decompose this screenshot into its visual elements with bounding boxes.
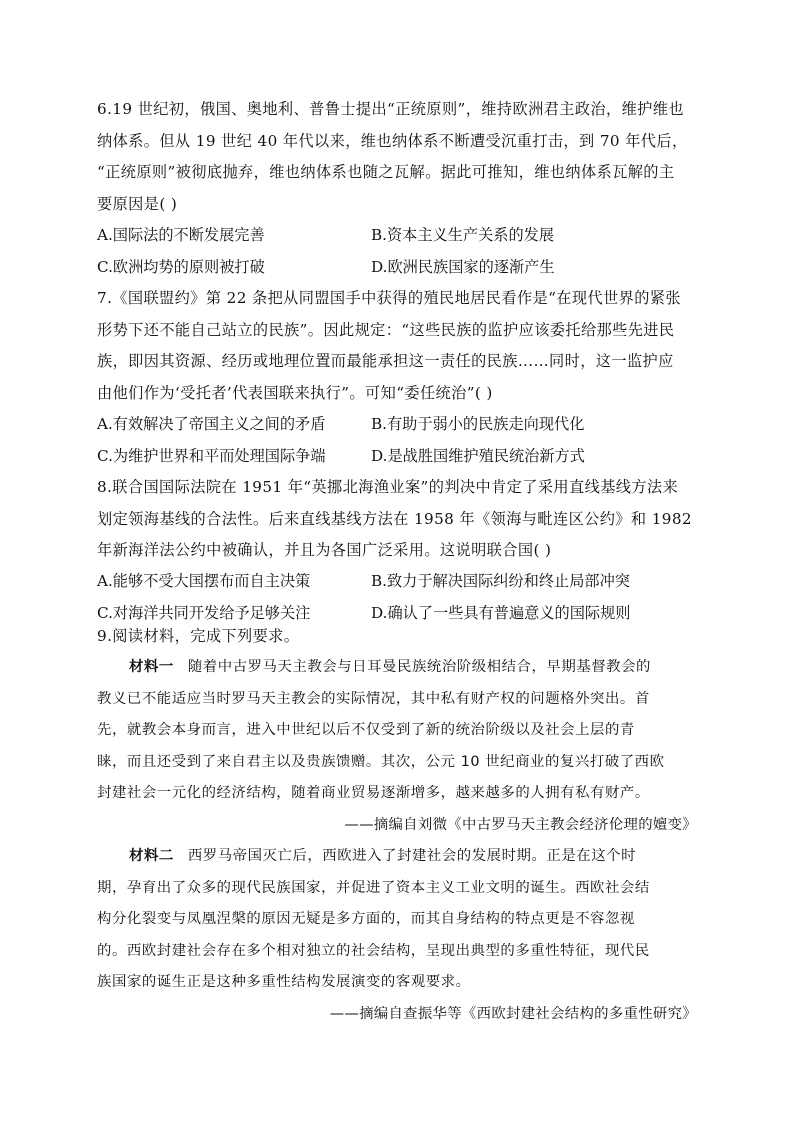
q8-line-2: 划定领海基线的合法性。后来直线基线方法在 1958 年《领海与毗连区公约》和 1982 <box>97 509 692 528</box>
q7-option-a[interactable]: A.有效解决了帝国主义之间的矛盾 <box>97 415 326 433</box>
q6-option-b[interactable]: B.资本主义生产关系的发展 <box>371 226 555 244</box>
question-8 <box>97 472 702 567</box>
q7-line-4: 由他们作为‘受托者’代表国联来执行”。可知“委任统治”( ) <box>97 383 493 402</box>
q8-option-a[interactable]: A.能够不受大国摆布而自主决策 <box>97 572 311 590</box>
material-1-line-2: 教义已不能适应当时罗马天主教会的实际情况，其中私有财产权的问题格外突出。首 <box>97 690 650 707</box>
question-7 <box>97 283 702 409</box>
q6-option-a[interactable]: A.国际法的不断发展完善 <box>97 226 265 244</box>
q8-options <box>97 566 702 629</box>
question-6 <box>97 94 702 220</box>
q6-option-d[interactable]: D.欧洲民族国家的逐渐产生 <box>371 257 555 276</box>
material-2-line-2: 期，孕育出了众多的现代民族国家，并促进了资本主义工业文明的诞生。西欧社会结 <box>97 879 650 896</box>
material-2 <box>97 841 697 1030</box>
material-2-line-4: 的。西欧封建社会存在多个相对独立的社会结构，呈现出典型的多重性特征，现代民 <box>97 942 650 959</box>
q8-line-1: 8.联合国国际法院在 1951 年“英挪北海渔业案”的判决中肯定了采用直线基线方法来 <box>97 478 679 496</box>
q6-option-c[interactable]: C.欧洲均势的原则被打破 <box>97 257 265 276</box>
q7-line-2: 形势下还不能自己站立的民族”。因此规定：“这些民族的监护应该委托给那些先进民 <box>97 320 675 339</box>
q9-prompt: 9.阅读材料，完成下列要求。 <box>97 627 300 645</box>
q8-option-d[interactable]: D.确认了一些具有普遍意义的国际规则 <box>371 603 631 622</box>
q7-line-1: 7.《国联盟约》第 22 条把从同盟国手中获得的殖民地居民看作是“在现代世界的紧张 <box>97 289 682 307</box>
q8-option-c[interactable]: C.对海洋共同开发给予足够关注 <box>97 603 311 622</box>
material-2-line-5: 族国家的诞生正是这种多重性结构发展演变的客观要求。 <box>97 974 471 990</box>
q6-line-4: 要原因是( ) <box>97 194 178 213</box>
material-2-label: 材料二 <box>129 848 174 864</box>
q7-option-d[interactable]: D.是战胜国维护殖民统治新方式 <box>371 446 585 465</box>
q7-line-3: 族，即因其资源、经历或地理位置而最能承担这一责任的民族……同时，这一监护应 <box>97 352 674 370</box>
q8-line-3: 年新海洋法公约中被确认，并且为各国广泛采用。这说明联合国( ) <box>97 541 552 559</box>
q7-option-c[interactable]: C.为维护世界和平而处理国际争端 <box>97 446 326 465</box>
material-2-source: ——摘编自查振华等《西欧封建社会结构的多重性研究》 <box>329 1005 697 1022</box>
q8-option-b[interactable]: B.致力于解决国际纠纷和终止局部冲突 <box>371 572 630 590</box>
material-2-line-3: 构分化裂变与凤凰涅槃的原因无疑是多方面的，而其自身结构的特点更是不容忽视 <box>97 911 635 927</box>
material-1-line-1: 随着中古罗马天主教会与日耳曼民族统治阶级相结合，早期基督教会的 <box>187 659 651 675</box>
material-1-label: 材料一 <box>129 659 174 675</box>
q7-options <box>97 409 702 472</box>
material-1-line-3: 先，就教会本身而言，进入中世纪以后不仅受到了新的统治阶级以及社会上层的青 <box>97 722 635 738</box>
material-2-line-1: 西罗马帝国灭亡后，西欧进入了封建社会的发展时期。正是在这个时 <box>187 848 637 864</box>
material-1-source: ——摘编自刘微《中古罗马天主教会经济伦理的嬗变》 <box>344 816 697 833</box>
material-1-line-5: 封建社会一元化的经济结构，随着商业贸易逐渐增多，越来越多的人拥有私有财产。 <box>97 785 650 801</box>
material-1 <box>97 652 697 841</box>
q6-options <box>97 220 702 283</box>
q7-option-b[interactable]: B.有助于弱小的民族走向现代化 <box>371 415 585 433</box>
q6-line-2: 纳体系。但从 19 世纪 40 年代以来，维也纳体系不断遭受沉重打击，到 70 年代后， <box>97 131 688 150</box>
material-1-line-4: 睐，而且还受到了来自君主以及贵族馈赠。其次，公元 10 世纪商业的复兴打破了西欧 <box>97 753 665 770</box>
q6-line-1: 6.19 世纪初，俄国、奥地利、普鲁士提出“正统原则”，维持欧洲君主政治，维护维也 <box>97 100 684 118</box>
q6-line-3: “正统原则”被彻底抛弃，维也纳体系也随之瓦解。据此可推知，维也纳体系瓦解的主 <box>97 163 675 181</box>
question-9 <box>97 621 702 653</box>
